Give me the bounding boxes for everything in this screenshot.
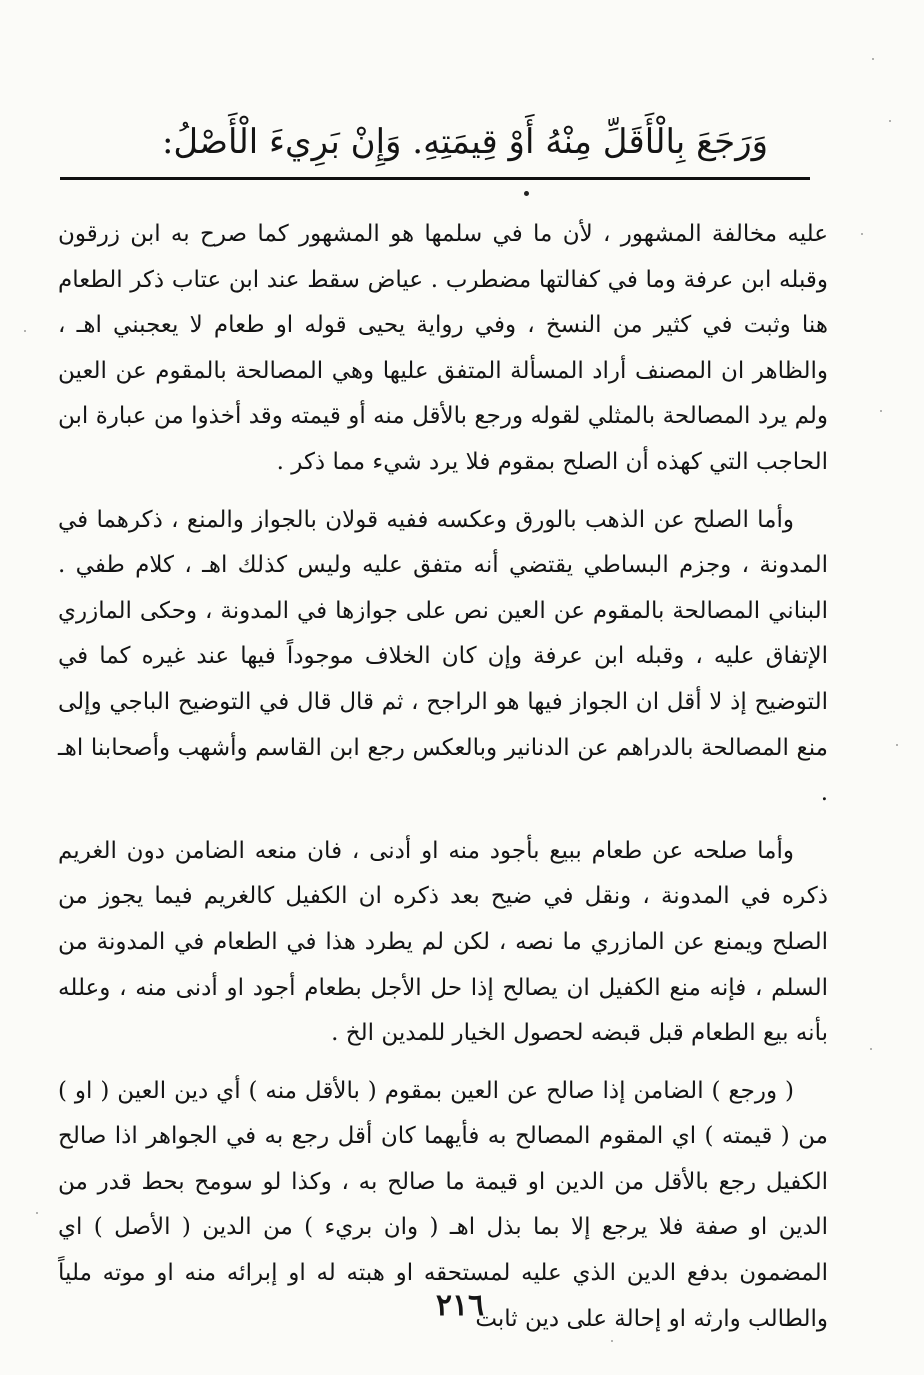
paper-speck	[889, 120, 891, 122]
page-number: ٢١٦	[435, 1288, 485, 1323]
paragraph-4: ( ورجع ) الضامن إذا صالح عن العين بمقوم ( بالأقل منه ) أي دين العين ( او ) من ( قيمته ) اي المقوم المصالح به فأيهما كان أقل رجع به في الجواهر اذا صالح الكفيل رجع بالأقل من الدين او قيمة ما صالح به ، وكذا لو سومح بحط قدر من الدين او صفة فلا يرجع إلا بما بذل اهـ ( وان بريء ) من الدين ( الأصل ) اي المضمون بدفع الدين الذي عليه لمستحقه او هبته له او إبرائه منه او موته ملياً والطالب وارثه او إحالة على دين ثابت	[58, 1077, 828, 1332]
paper-speck	[870, 1048, 872, 1050]
paragraph-1: عليه مخالفة المشهور ، لأن ما في سلمها هو المشهور كما صرح به ابن زرقون وقبله ابن عرفة وما في كفالتها مضطرب . عياض سقط عند ابن عتاب ذكر الطعام هنا وثبت في كثير من النسخ ، وفي رواية يحيى قوله او طعام لا يعجبني اهـ ، والظاهر ان المصنف أراد المسألة المتفق عليها وهي المصالحة بالمقوم عن العين ولم يرد المصالحة بالمثلي لقوله ورجع بالأقل منه أو قيمته وقد أخذوا من عبارة ابن الحاجب التي كهذه أن الصلح بمقوم فلا يرد شيء مما ذكر .	[58, 221, 828, 475]
commentary-body	[58, 212, 828, 1354]
paper-speck	[611, 1340, 613, 1342]
paper-speck	[861, 233, 863, 235]
paper-speck	[36, 1212, 38, 1214]
header-verse: وَرَجَعَ بِالْأَقَلِّ مِنْهُ أَوْ قِيمَتِهِ. وَإِنْ بَرِيءَ الْأَصْلُ:	[161, 122, 769, 162]
paper-speck	[880, 410, 882, 412]
header-divider	[60, 177, 810, 180]
divider-dot	[524, 191, 529, 196]
paragraph-3: وأما صلحه عن طعام ببيع بأجود منه او أدنى ، فان منعه الضامن دون الغريم ذكره في المدونة ، ونقل في ضيح بعد ذكره ان الكفيل كالغريم فيما يجوز من الصلح ويمنع عن المازري ما نصه ، لكن لم يطرد هذا في الطعام في المدونة من السلم ، فإنه منع الكفيل ان يصالح إذا حل الأجل بطعام أجود او أدنى منه ، وعلله بأنه بيع الطعام قبل قبضه لحصول الخيار للمدين الخ .	[58, 837, 828, 1047]
paper-speck	[24, 330, 26, 332]
paper-speck	[896, 744, 898, 746]
paper-speck	[872, 58, 874, 60]
paragraph-2: وأما الصلح عن الذهب بالورق وعكسه ففيه قولان بالجواز والمنع ، ذكرهما في المدونة ، وجزم البساطي يقتضي أنه متفق عليه وليس كذلك اهـ ، كلام طفي . البناني المصالحة بالمقوم عن العين نص على جوازها في المدونة ، وحكى المازري الإتفاق عليه ، وقبله ابن عرفة وإن كان الخلاف موجوداً فيها عند غيره كما في التوضيح إذ لا أقل ان الجواز فيها هو الراجح ، ثم قال قال في التوضيح الباجي وإلى منع المصالحة بالدراهم عن الدنانير وبالعكس رجع ابن القاسم وأشهب وأصحابنا اهـ .	[58, 506, 828, 807]
